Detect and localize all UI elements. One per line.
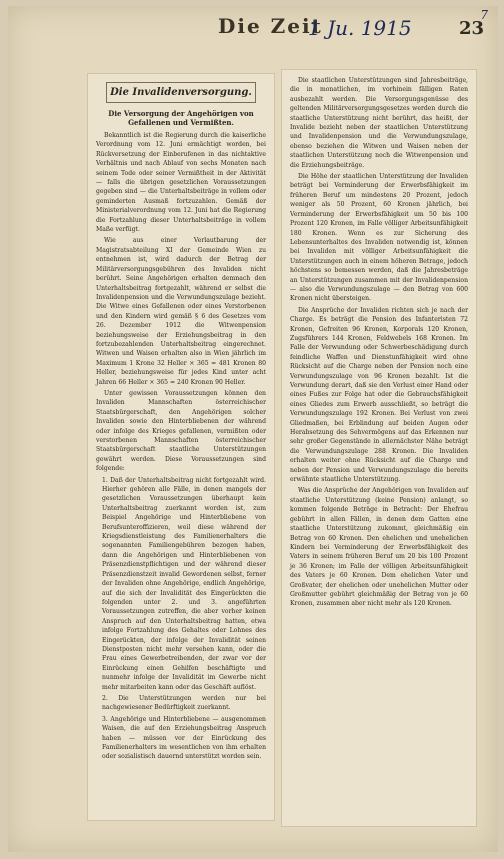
paragraph: Die Ansprüche der Invaliden richten sich je nach der Charge. Es beträgt die Pension des Infanteristen 72 Kronen, Gefreiten 96 Kronen, Korporals 120 Kronen, Zugsführers 144 Kronen, Feldwebels 168 Kronen. Im Falle der Verwundung oder Schwerbeschädigung durch feindliche Waffen und Dienstunfähigkeit wird ohne Rücksicht auf die Charge neben der Pension noch eine Verwundungszulage von 96 Kronen bezahlt. Ist die Verwundung derart, daß sie den Verlust einer Hand oder eines Fußes zur Folge hat oder die Gebrauchsfähigkeit eines Gliedes zum Erwerb ausschließt, so beträgt die Verwundungszulage 192 Kronen. Bei Verlust von zwei Gliedmaßen, bei Erblindung auf beiden Augen oder Herabsetzung des Sehvermögens auf das Erkennen nur sehr großer Gegenstände in allernächster Nähe beträgt die Verwundungszulage 288 Kronen. Die Invaliden erhalten weiter ohne Rücksicht auf die Charge und neben der Pension und Verwundungszulage die bereits erwähnte staatliche Unterstützung. (290, 306, 468, 484)
paragraph: Die Höhe der staatlichen Unterstützung der Invaliden beträgt bei Verminderung der Erwerbsfähigkeit im früheren Beruf um mindestens 20 Prozent, jedoch weniger als 50 Prozent, 60 Kronen jährlich, bei Verminderung der Erwerbsfähigkeit um 50 bis 100 Prozent 120 Kronen, im Falle völliger Arbeitsunfähigkeit 180 Kronen. Wenn es zur Sicherung des Lebensunterhaltes des Invaliden notwendig ist, können bei Invaliden mit völliger Arbeitsunfähigkeit die Unterstützungen auch in einem höheren Betrage, jedoch höchstens so bemessen werden, daß die Jahresbeträge an Unterstützungen zusammen mit der Invalidenpension — also die Verwundungszulage — den Betrag von 600 Kronen nicht übersteigen. (290, 173, 468, 303)
archive-mark: 7 (480, 8, 488, 22)
clipping-left-column (88, 74, 274, 820)
handwritten-date: 1 Ju. 1915 (308, 16, 412, 40)
paragraph: Bekanntlich ist die Regierung durch die kaiserliche Verordnung vom 12. Juni ermächtigt worden, bei Rückversetzung der Einberufenen in das nichtaktive Verhältnis und nach Ablauf von sechs Monaten nach seinem Tode oder seiner Vermißtheit in der Aktivität — falls die übrigen gesetzlichen Voraussetzungen gegeben sind — die Unterhaltsbeiträge in vollem oder geminderten Ausmaß fortzuzahlen. Gemäß der Ministerialverordnung vom 12. Juni hat die Regierung die Fortzahlung dieser Unterhaltsbeiträge in vollem Maße verfügt. (96, 132, 266, 234)
article-subtitle: Die Versorgung der Angehörigen von Gefallenen und Vermißten. (108, 109, 254, 127)
list-item: 1. Daß der Unterhaltsbeitrag nicht fortgezahlt wird. Hierher gehören alle Fälle, in denen mangels der gesetzlichen Voraussetzungen überhaupt kein Unterhaltsbeitrag zuerkannt worden ist, zum Beispiel Angehörige und Hinterbliebene von Berufsunteroffizieren, weil diese während der Kriegsdienstleistung des Familienerhalters die sogenannten Familiengebühren bezogen haben, dann die Angehörigen und Hinterbliebenen von Präsenzdienstpflichtigen und der während dieser Präsenzdienstzeit invalid Gewordenen selbst, ferner der Invaliden ohne Angehörige, endlich Angehörige, auf die sich der Invalidität des Eingerückten die folgenden unter 2. und 3. angeführten Voraussetzungen zutreffen, die aber vorher keinen Anspruch auf den Unterhaltsbeitrag hatten, etwa infolge Fortzahlung des Gehaltes oder Lohnes des Eingerückten, der infolge der Invalidität seinen Dienstposten nicht mehr versehen kann, oder die Frau eines Gewerbetreibenden, der zwar vor der Einrückung einen Gehilfen beschäftigte und nunmehr infolge der Invalidität im Gewerbe nicht mehr mitarbeiten kann oder das Geschäft auflöst. (102, 476, 266, 691)
page-number: 23 (458, 18, 484, 39)
masthead: Die Zeit (218, 14, 323, 38)
list-item: 2. Die Unterstützungen werden nur bei nachgewiesener Bedürftigkeit zuerkannt. (102, 694, 266, 712)
list-item: 3. Angehörige und Hinterbliebene — ausgenommen Waisen, die auf den Erziehungsbeitrag Anspruch haben — müssen vor der Einrückung des Familienerhalters im wesentlichen von ihm erhalten oder sozialistisch dauernd unterstützt worden sein. (102, 715, 266, 761)
paragraph: Unter gewissen Voraussetzungen können den Invaliden Mannschaften österreichischer Staatsbürgerschaft, den Angehörigen solcher Invaliden sowie den Hinterbliebenen der während oder infolge des Krieges gefallenen, vermißten oder verstorbenen Mannschaften österreichischer Staatsbürgerschaft staatliche Unterstützungen gewährt werden. Diese Voraussetzungen sind folgende: (96, 389, 266, 473)
article-title: Die Invalidenversorgung. (106, 82, 256, 103)
paragraph: Die staatlichen Unterstützungen sind Jahresbeiträge, die in monatlichen, im vorhinein fälligen Raten ausbezahlt werden. Die Versorgungsgenüsse des geltenden Militärversorgungsgesetzes werden durch die staatliche Unterstützung nicht berührt, das heißt, der Invalide bezieht neben der staatlichen Unterstützung und Invalidenpension und die Verwundungszulage, ebenso beziehen die Witwen und Waisen neben der staatlichen Unterstützung noch die Witwenpension und die Erziehungsbeiträge. (290, 77, 468, 169)
clipping-right-column (282, 70, 476, 826)
paragraph: Was die Ansprüche der Angehörigen von Invaliden auf staatliche Unterstützung (keine Pension) anlangt, so kommen folgende Beträge in Betracht: Der Ehefrau gebührt in allen Fällen, in denen dem Gatten eine staatliche Unterstützung zukommt, gleichmäßig ein Betrag von 60 Kronen. Den ehelichen und unehelichen Kindern bei Verminderung der Erwerbsfähigkeit des Vaters in seinem früheren Beruf um 20 bis 100 Prozent je 36 Kronen; im Falle der völligen Arbeitsunfähigkeit des Vaters je 60 Kronen. Dem ehelichen Vater und Großvater, der ehelichen oder unehelichen Mutter oder Großmutter gebührt gleichmäßig der Betrag von je 60 Kronen, zusammen aber nicht mehr als 120 Kronen. (290, 487, 468, 608)
paragraph: Wie aus einer Verlautbarung der Magistratsabteilung XI der Gemeinde Wien zu entnehmen ist, wird dadurch der Betrag der Militärversorgungsgebühren des Invaliden nicht berührt. Seine Angehörigen erhalten demnach den Unterhaltsbeitrag fortgezahlt, während er selbst die Invalidenpension und die Verwundungszulage bezieht. Die Witwe eines Gefallenen oder eines Verstorbenen und den Kindern wird gemäß § 6 des Gesetzes vom 26. Dezember 1912 die Witwenpension beziehungsweise der Erziehungsbeitrag in den fortzubezahlenden Unterhaltsbeitrag eingerechnet. Witwen und Waisen erhalten also in Wien jährlich im Maximum 1 Krone 32 Heller × 365 = 481 Kronen 80 Heller, beziehungsweise für jedes Kind unter acht Jahren 66 Heller × 365 = 240 Kronen 90 Heller. (96, 237, 266, 386)
